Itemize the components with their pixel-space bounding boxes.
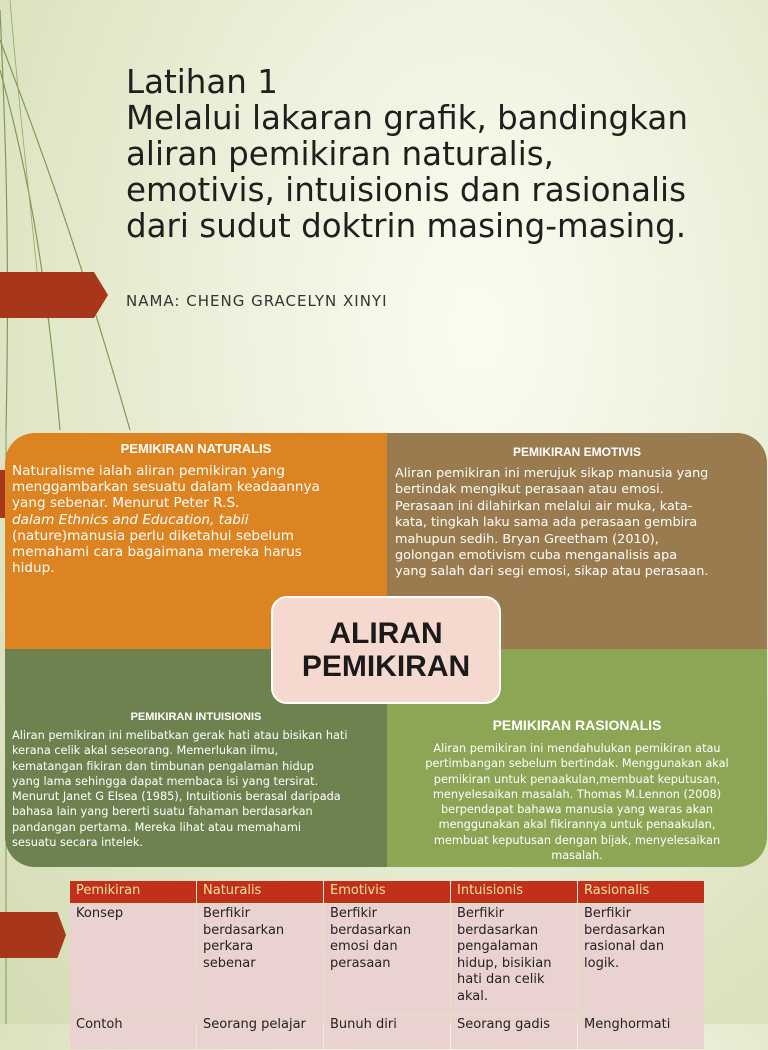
table-row — [70, 904, 704, 1014]
column-header: Naturalis — [197, 881, 323, 903]
table-cell: Bunuh diri — [324, 1015, 450, 1049]
text-line: dalam Ethnics and Education, tabii — [12, 511, 249, 528]
center-label-box — [271, 596, 501, 704]
text-line: Naturalisme ialah aliran pemikiran yang — [12, 463, 285, 479]
text-line: kata, tingkah laku sama ada perasaan gembira — [395, 515, 698, 531]
quadrant-text — [395, 466, 708, 581]
title-line: dari sudut doktrin masing-masing. — [126, 207, 687, 245]
quadrant-heading: PEMIKIRAN NATURALIS — [120, 441, 272, 456]
text-line: Aliran pemikiran ini mendahulukan pemikiran atau — [433, 742, 721, 755]
text-line: yang salah dari segi emosi, sikap atau perasaan. — [395, 564, 709, 580]
table-cell: Contoh — [70, 1015, 196, 1049]
text-line: pandangan pertama. Mereka lihat atau memahami — [12, 820, 301, 834]
quadrant-heading: PEMIKIRAN INTUISIONIS — [130, 711, 262, 723]
text-line: bahasa lain yang bererti suatu fahaman berdasarkan — [12, 805, 313, 819]
text-line: Aliran pemikiran ini melibatkan gerak hati atau bisikan hati — [12, 729, 348, 742]
title-line: emotivis, intuisionis dan rasionalis — [126, 171, 687, 209]
table-cell: Seorang gadis — [451, 1015, 577, 1049]
title-slide — [0, 0, 768, 430]
arrow-tab-icon — [0, 912, 66, 958]
text-line: membuat keputusan dengan bijak, menyelesaikan — [433, 833, 721, 847]
column-header: Intuisionis — [451, 881, 577, 903]
text-line: (nature)manusia perlu diketahui sebelum — [12, 527, 294, 544]
text-line: menggunakan akal fikirannya untuk penaakulan, — [438, 818, 716, 832]
text-line: Perasaan ini dilahirkan melalui air muka, kata- — [395, 498, 693, 514]
comparison-table — [69, 880, 705, 1050]
table-cell: Berfikir berdasarkan perkara sebenar — [197, 904, 323, 1014]
text-line: masalah. — [551, 849, 603, 863]
table-cell: Berfikir berdasarkan emosi dan perasaan — [324, 904, 450, 1014]
table-cell: Berfikir berdasarkan rasional dan logik. — [578, 904, 704, 1014]
table-cell: Berfikir berdasarkan pengalaman hidup, bisikian hati dan celik akal. — [451, 904, 577, 1014]
table-cell: Menghormati — [578, 1015, 704, 1049]
text-line: memahami cara bagaimana mereka harus — [12, 544, 302, 561]
column-header: Rasionalis — [578, 881, 704, 903]
title-line: Melalui lakaran grafik, bandingkan — [126, 99, 688, 137]
text-line: kematangan fikiran dan timbunan pengalaman hidup — [12, 759, 314, 773]
text-line: pertimbangan sebelum bertindak. Menggunakan akal — [425, 757, 729, 771]
column-header: Pemikiran — [70, 881, 196, 903]
text-line: menyelesaikan masalah. Thomas M.Lennon (2008) — [432, 787, 722, 801]
text-line: sesuatu secara intelek. — [12, 836, 144, 850]
quadrant-heading: PEMIKIRAN EMOTIVIS — [512, 445, 641, 459]
author-name: NAMA: CHENG GRACELYN XINYI — [126, 292, 388, 310]
text-line: hidup. — [12, 560, 55, 577]
text-line: golongan emotivism cuba menganalisis apa — [395, 548, 678, 564]
table-cell: Seorang pelajar — [197, 1015, 323, 1049]
arrow-tab-icon — [0, 272, 108, 318]
text-line: pemikiran untuk penaakulan,membuat keputusan, — [433, 772, 721, 786]
text-line: bertindak mengikut perasaan atau emosi. — [395, 482, 664, 498]
center-label: ALIRAN PEMIKIRAN — [301, 617, 471, 683]
text-line: Menurut Janet G Elsea (1985), Intuitionis berasal daripada — [12, 790, 341, 804]
title-line: Latihan 1 — [126, 63, 278, 101]
quadrant-text — [12, 463, 320, 576]
table-row — [70, 1015, 704, 1049]
text-line: yang lama sehingga dapat membaca isi yang tersirat. — [12, 774, 319, 788]
text-line: Aliran pemikiran ini merujuk sikap manusia yang — [395, 466, 709, 481]
decorative-lines — [0, 0, 140, 430]
text-line: yang sebenar. Menurut Peter R.S. — [12, 495, 240, 512]
text-line: menggambarkan sesuatu dalam keadaannya — [12, 479, 320, 496]
text-line: kerana celik akal seseorang. Memerlukan ilmu, — [12, 744, 279, 758]
table-header-row — [70, 881, 704, 903]
text-line: berpendapat bahawa manusia yang waras akan — [440, 803, 714, 817]
quadrant-heading: PEMIKIRAN RASIONALIS — [492, 717, 662, 733]
column-header: Emotivis — [324, 881, 450, 903]
slide-title — [126, 64, 756, 244]
text-line: mahupun sedih. Bryan Greetham (2010), — [395, 531, 659, 547]
table-cell: Konsep — [70, 904, 196, 1014]
quadrant-text — [387, 741, 767, 863]
quadrant-text — [12, 728, 347, 850]
title-line: aliran pemikiran naturalis, — [126, 135, 555, 173]
